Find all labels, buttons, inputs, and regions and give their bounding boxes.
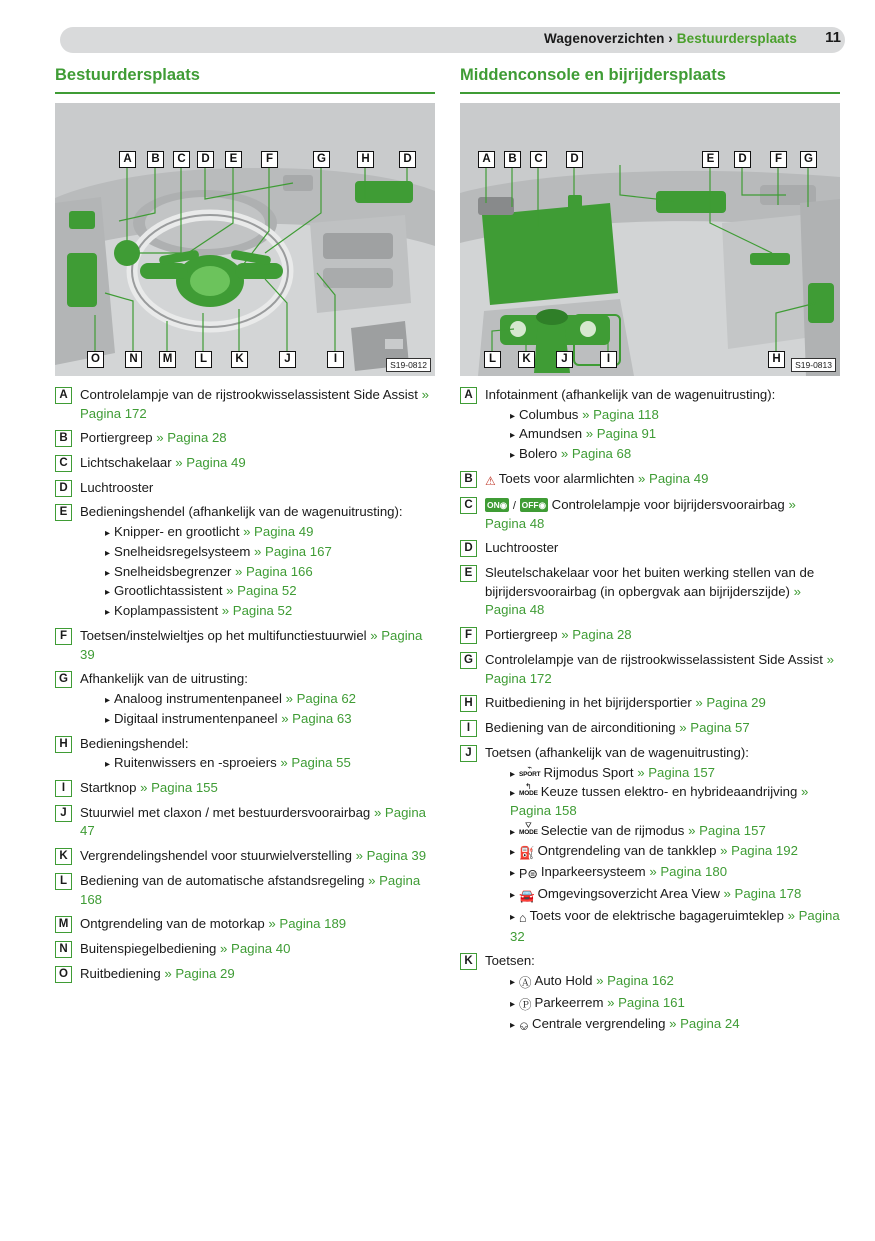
legend-key: J bbox=[460, 745, 477, 762]
center-console-illustration bbox=[460, 103, 840, 376]
legend-key: B bbox=[55, 430, 72, 447]
page-reference[interactable]: » Pagina 178 bbox=[723, 886, 802, 902]
bullet-icon: ▸ bbox=[510, 410, 516, 422]
breadcrumb-section: Wagenoverzichten bbox=[544, 31, 665, 46]
page-reference[interactable]: » Pagina 167 bbox=[254, 543, 332, 559]
legend-key: E bbox=[460, 565, 477, 582]
sub-item: ▸ Ⓐ Auto Hold » Pagina 162 bbox=[510, 972, 840, 993]
legend-text: Stuurwiel met claxon / met bestuurdersvoorairbag » Pagina 47 bbox=[80, 804, 426, 839]
list-item bbox=[460, 386, 840, 464]
area-view-icon: 🚘 bbox=[519, 889, 535, 904]
list-item bbox=[460, 744, 840, 946]
drivers-seat-illustration bbox=[55, 103, 435, 376]
page-reference[interactable]: » Pagina 52 bbox=[226, 583, 297, 599]
legend-text: Ruitbediening » Pagina 29 bbox=[80, 965, 235, 981]
central-locking-icon: ⎉ bbox=[519, 1019, 530, 1034]
sub-item: ▸ ⌂ Toets voor de elektrische bagageruimteklep » Pagina 32 bbox=[510, 907, 840, 944]
list-item bbox=[55, 386, 435, 423]
auto-hold-icon: Ⓐ bbox=[519, 975, 532, 990]
page-reference[interactable]: » Pagina 29 bbox=[164, 965, 235, 981]
right-section-title: Middenconsole en bijrijdersplaats bbox=[460, 66, 726, 84]
legend-text: Portiergreep » Pagina 28 bbox=[80, 430, 227, 446]
page-reference[interactable]: » Pagina 28 bbox=[156, 430, 227, 446]
figure-label-a: A bbox=[478, 151, 495, 168]
legend-key: G bbox=[55, 671, 72, 688]
list-item bbox=[55, 965, 435, 984]
legend-key: C bbox=[55, 455, 72, 472]
bullet-icon: ▸ bbox=[105, 714, 111, 726]
legend-key: L bbox=[55, 873, 72, 890]
list-item bbox=[460, 952, 840, 1036]
figure-label-h: H bbox=[357, 151, 374, 168]
figure-label-n: N bbox=[125, 351, 142, 368]
page-reference[interactable]: » Pagina 172 bbox=[485, 651, 834, 686]
legend-text: Toetsen (afhankelijk van de wagenuitrusting): ▸⌁ SPORT Rijmodus Sport » Pagina 157 ▸↰ MODE Keuze tussen elektro- en hybrideaandrijving » Pagina 158 ▸⛛ MODE Selectie van de rijmodus » Pagina 157 ▸ ⛽ Ontgrendeling van de tankklep » Pagina 192 ▸ P⊜ Inparkeersysteem » Pagina 180 ▸ 🚘 Omgevingsoverzicht Area View » Pagina 178 ▸ ⌂ Toets voor de elektrische bagageruimteklep » Pagina 32 bbox=[485, 744, 840, 946]
page-reference[interactable]: » Pagina 29 bbox=[695, 695, 766, 711]
figure-label-d2: D bbox=[734, 151, 751, 168]
left-column bbox=[55, 66, 435, 990]
sub-item: ▸ 🚘 Omgevingsoverzicht Area View » Pagina 178 bbox=[510, 885, 840, 906]
legend-text: Controlelampje van de rijstrookwisselassistent Side Assist » Pagina 172 bbox=[80, 386, 429, 421]
list-item bbox=[55, 479, 435, 498]
legend-text: Bediening van de airconditioning » Pagina 57 bbox=[485, 720, 750, 736]
legend-text: Toetsen/instelwieltjes op het multifunctiestuurwiel » Pagina 39 bbox=[80, 627, 423, 662]
page-reference[interactable]: » Pagina 48 bbox=[485, 583, 801, 618]
legend-text: Buitenspiegelbediening » Pagina 40 bbox=[80, 941, 291, 957]
list-item bbox=[460, 470, 840, 490]
page-reference[interactable]: » Pagina 32 bbox=[510, 907, 840, 944]
figure-label-l: L bbox=[484, 351, 501, 368]
right-legend-list bbox=[460, 386, 840, 1036]
bullet-icon: ▸ bbox=[510, 788, 516, 800]
sub-item: ▸ ⛽ Ontgrendeling van de tankklep » Pagina 192 bbox=[510, 842, 840, 863]
page-reference[interactable]: » Pagina 47 bbox=[80, 804, 426, 839]
bullet-icon: ▸ bbox=[510, 890, 516, 902]
figure-label-e: E bbox=[702, 151, 719, 168]
legend-text: Ontgrendeling van de motorkap » Pagina 189 bbox=[80, 916, 347, 932]
breadcrumb bbox=[544, 31, 797, 46]
figure-label-c: C bbox=[530, 151, 547, 168]
page-reference[interactable]: » Pagina 91 bbox=[585, 426, 657, 442]
sub-item: ▸↰ MODE Keuze tussen elektro- en hybrideaandrijving » Pagina 158 bbox=[510, 782, 809, 819]
sub-item: ▸ Snelheidsregelsysteem » Pagina 167 bbox=[105, 543, 332, 559]
legend-text: Portiergreep » Pagina 28 bbox=[485, 627, 632, 643]
bullet-icon: ▸ bbox=[105, 587, 111, 599]
legend-text: Afhankelijk van de uitrusting: ▸ Analoog instrumentenpaneel » Pagina 62 ▸ Digitaal instrumentenpaneel » Pagina 63 bbox=[80, 670, 435, 728]
park-assist-icon: P⊜ bbox=[519, 867, 538, 882]
figure-label-g: G bbox=[800, 151, 817, 168]
list-item bbox=[55, 847, 435, 866]
page-reference[interactable]: » Pagina 39 bbox=[355, 848, 427, 864]
legend-key: A bbox=[55, 387, 72, 404]
page-reference[interactable]: » Pagina 180 bbox=[649, 864, 728, 880]
page-reference[interactable]: » Pagina 55 bbox=[280, 755, 351, 771]
page-reference[interactable]: » Pagina 161 bbox=[607, 994, 685, 1010]
legend-text: Bedieningshendel: ▸ Ruitenwissers en -sproeiers » Pagina 55 bbox=[80, 735, 435, 773]
bullet-icon: ▸ bbox=[510, 911, 516, 923]
legend-text: Toetsen: ▸ Ⓐ Auto Hold » Pagina 162 ▸ Ⓟ Parkeerrem » Pagina 161 ▸ ⎉ Centrale vergrendeling » Pagina 24 bbox=[485, 952, 840, 1036]
figure-label-e: E bbox=[225, 151, 242, 168]
page-reference[interactable]: » Pagina 52 bbox=[221, 603, 293, 619]
left-legend-list bbox=[55, 386, 435, 984]
page-reference[interactable]: » Pagina 49 bbox=[638, 470, 709, 486]
figure-label-b: B bbox=[504, 151, 521, 168]
left-title-rule bbox=[55, 92, 435, 94]
warning-triangle-icon: ⚠ bbox=[485, 473, 496, 488]
bullet-icon: ▸ bbox=[510, 768, 516, 780]
figure-label-h: H bbox=[768, 351, 785, 368]
page-reference[interactable]: » Pagina 57 bbox=[679, 720, 750, 736]
legend-text: Ruitbediening in het bijrijdersportier » Pagina 29 bbox=[485, 695, 766, 711]
airbag-off-icon: OFF◉ bbox=[520, 498, 548, 512]
list-item bbox=[55, 670, 435, 728]
legend-text: Infotainment (afhankelijk van de wagenuitrusting): ▸ Columbus » Pagina 118 ▸ Amundsen » Pagina 91 ▸ Bolero » Pagina 68 bbox=[485, 386, 840, 464]
legend-text: Startknop » Pagina 155 bbox=[80, 780, 218, 796]
figure-label-k: K bbox=[231, 351, 248, 368]
figure-label-a: A bbox=[119, 151, 136, 168]
parking-brake-icon: Ⓟ bbox=[519, 997, 532, 1012]
page-reference[interactable]: » Pagina 189 bbox=[268, 916, 347, 932]
bullet-icon: ▸ bbox=[510, 976, 516, 988]
list-item bbox=[55, 872, 435, 909]
legend-key: I bbox=[460, 720, 477, 737]
bullet-icon: ▸ bbox=[510, 1020, 516, 1032]
bullet-icon: ▸ bbox=[510, 826, 516, 838]
legend-key: J bbox=[55, 805, 72, 822]
sub-item: ▸⌁ SPORT Rijmodus Sport » Pagina 157 bbox=[510, 762, 715, 780]
right-title-rule bbox=[460, 92, 840, 94]
list-item bbox=[460, 539, 840, 558]
legend-text: Luchtrooster bbox=[485, 540, 559, 556]
figure-label-d1: D bbox=[566, 151, 583, 168]
sub-item: ▸⛛ MODE Selectie van de rijmodus » Pagina 157 bbox=[510, 820, 766, 838]
legend-key: H bbox=[460, 695, 477, 712]
legend-text: ⚠ Toets voor alarmlichten » Pagina 49 bbox=[485, 470, 840, 490]
bullet-icon: ▸ bbox=[105, 607, 111, 619]
sub-item: ▸ Bolero » Pagina 68 bbox=[510, 446, 632, 461]
right-column bbox=[460, 66, 840, 1042]
sub-item: ▸ Digitaal instrumentenpaneel » Pagina 63 bbox=[105, 710, 352, 726]
list-item bbox=[55, 779, 435, 798]
legend-text: Bedieningshendel (afhankelijk van de wagenuitrusting): ▸ Knipper- en grootlicht » Pagina 49 ▸ Snelheidsregelsysteem » Pagina 167 ▸ Snelheidsbegrenzer » Pagina 166 ▸ Grootlichtassistent » Pagina 52 ▸ Koplampassistent » Pagina 52 bbox=[80, 503, 435, 620]
page-reference[interactable]: » Pagina 168 bbox=[80, 872, 421, 907]
list-item bbox=[460, 564, 840, 620]
breadcrumb-separator: › bbox=[668, 31, 673, 46]
figure-label-d1: D bbox=[197, 151, 214, 168]
figure-signature: S19-0813 bbox=[791, 358, 836, 372]
sub-item: ▸ Amundsen » Pagina 91 bbox=[510, 426, 657, 442]
figure-label-f: F bbox=[770, 151, 787, 168]
legend-text: Vergrendelingshendel voor stuurwielverstelling » Pagina 39 bbox=[80, 848, 427, 864]
sport-mode-icon: ⌁ SPORT bbox=[519, 762, 541, 778]
bullet-icon: ▸ bbox=[105, 567, 111, 579]
page-reference[interactable]: » Pagina 118 bbox=[582, 406, 659, 422]
bullet-icon: ▸ bbox=[105, 759, 111, 771]
legend-text: Controlelampje van de rijstrookwisselassistent Side Assist » Pagina 172 bbox=[485, 651, 834, 686]
list-item bbox=[460, 496, 840, 533]
legend-text: ON◉ / OFF◉ Controlelampje voor bijrijdersvoorairbag » Pagina 48 bbox=[485, 496, 796, 531]
list-item bbox=[55, 735, 435, 773]
sub-item: ▸ Columbus » Pagina 118 bbox=[510, 406, 659, 422]
bullet-icon: ▸ bbox=[105, 528, 111, 540]
page-reference[interactable]: » Pagina 49 bbox=[175, 455, 246, 470]
legend-key: K bbox=[55, 848, 72, 865]
legend-key: B bbox=[460, 471, 477, 488]
figure-label-j: J bbox=[556, 351, 573, 368]
legend-text: Lichtschakelaar » Pagina 49 bbox=[80, 455, 246, 470]
list-item bbox=[55, 627, 435, 664]
page-reference[interactable]: » Pagina 166 bbox=[235, 563, 313, 579]
legend-key: G bbox=[460, 652, 477, 669]
list-item bbox=[55, 804, 435, 841]
bullet-icon: ▸ bbox=[510, 998, 516, 1010]
mode-drive-icon: ⛛ MODE bbox=[519, 820, 538, 836]
page-reference[interactable]: » Pagina 157 bbox=[637, 764, 715, 780]
legend-key: I bbox=[55, 780, 72, 797]
list-item bbox=[55, 429, 435, 448]
list-item bbox=[55, 915, 435, 934]
page-reference[interactable]: » Pagina 48 bbox=[485, 496, 796, 531]
sub-item: ▸ Koplampassistent » Pagina 52 bbox=[105, 603, 293, 619]
page-reference[interactable]: » Pagina 62 bbox=[285, 691, 356, 707]
fuel-flap-icon: ⛽ bbox=[519, 845, 535, 860]
legend-key: F bbox=[55, 628, 72, 645]
figure-label-f: F bbox=[261, 151, 278, 168]
page-reference[interactable]: » Pagina 155 bbox=[140, 780, 218, 796]
list-item bbox=[460, 651, 840, 688]
legend-key: D bbox=[460, 540, 477, 557]
sub-item: ▸ Ruitenwissers en -sproeiers » Pagina 55 bbox=[105, 755, 351, 771]
legend-key: E bbox=[55, 504, 72, 521]
page-reference[interactable]: » Pagina 49 bbox=[243, 524, 314, 540]
page-reference[interactable]: » Pagina 39 bbox=[80, 627, 423, 662]
page-reference[interactable]: » Pagina 40 bbox=[220, 941, 291, 957]
page-number: 11 bbox=[825, 29, 841, 46]
figure-label-l: L bbox=[195, 351, 212, 368]
legend-key: O bbox=[55, 966, 72, 983]
sub-item: ▸ Grootlichtassistent » Pagina 52 bbox=[105, 583, 297, 599]
legend-key: F bbox=[460, 627, 477, 644]
legend-key: N bbox=[55, 941, 72, 958]
figure-label-b: B bbox=[147, 151, 164, 168]
list-item bbox=[460, 719, 840, 738]
figure-signature: S19-0812 bbox=[386, 358, 431, 372]
figure-label-g: G bbox=[313, 151, 330, 168]
list-item bbox=[55, 940, 435, 959]
list-item bbox=[55, 503, 435, 620]
legend-key: H bbox=[55, 736, 72, 753]
legend-key: M bbox=[55, 916, 72, 933]
bullet-icon: ▸ bbox=[510, 846, 516, 858]
bullet-icon: ▸ bbox=[510, 450, 516, 461]
legend-text: Bediening van de automatische afstandsregeling » Pagina 168 bbox=[80, 872, 421, 907]
page-reference[interactable]: » Pagina 172 bbox=[80, 386, 429, 421]
figure-label-m: M bbox=[159, 351, 176, 368]
page-reference[interactable]: » Pagina 162 bbox=[596, 972, 674, 988]
bullet-icon: ▸ bbox=[105, 547, 111, 559]
airbag-on-icon: ON◉ bbox=[485, 498, 509, 512]
sub-item: ▸ Analoog instrumentenpaneel » Pagina 62 bbox=[105, 691, 356, 707]
list-item bbox=[460, 694, 840, 713]
legend-key: A bbox=[460, 387, 477, 404]
breadcrumb-subsection: Bestuurdersplaats bbox=[676, 31, 797, 46]
sub-item: ▸ P⊜ Inparkeersysteem » Pagina 180 bbox=[510, 863, 840, 884]
sub-item: ▸ Knipper- en grootlicht » Pagina 49 bbox=[105, 524, 314, 540]
power-tailgate-icon: ⌂ bbox=[519, 910, 527, 925]
page-reference[interactable]: » Pagina 192 bbox=[720, 842, 798, 858]
bullet-icon: ▸ bbox=[105, 695, 111, 707]
sub-item: ▸ ⎉ Centrale vergrendeling » Pagina 24 bbox=[510, 1015, 840, 1036]
legend-text: Luchtrooster bbox=[80, 479, 154, 495]
bullet-icon: ▸ bbox=[510, 868, 516, 880]
figure-label-c: C bbox=[173, 151, 190, 168]
figure-label-k: K bbox=[518, 351, 535, 368]
page-reference[interactable]: » Pagina 158 bbox=[510, 784, 809, 819]
legend-key: K bbox=[460, 953, 477, 970]
figure-label-i: I bbox=[327, 351, 344, 368]
figure-label-j: J bbox=[279, 351, 296, 368]
figure-label-d2: D bbox=[399, 151, 416, 168]
mode-hybrid-icon: ↰ MODE bbox=[519, 782, 538, 798]
list-item bbox=[460, 626, 840, 645]
figure-label-o: O bbox=[87, 351, 104, 368]
page-reference[interactable]: » Pagina 63 bbox=[281, 710, 352, 726]
list-item bbox=[55, 454, 435, 473]
page-reference[interactable]: » Pagina 157 bbox=[688, 822, 766, 838]
legend-text: Sleutelschakelaar voor het buiten werking stellen van de bijrijdersvoorairbag (in opbergvak aan bijrijderszijde) » Pagina 48 bbox=[485, 564, 815, 618]
legend-key: D bbox=[55, 480, 72, 497]
bullet-icon: ▸ bbox=[510, 430, 516, 442]
page-reference[interactable]: » Pagina 24 bbox=[669, 1016, 740, 1032]
page-reference[interactable]: » Pagina 28 bbox=[561, 627, 632, 643]
figure-label-i: I bbox=[600, 351, 617, 368]
sub-item: ▸ Ⓟ Parkeerrem » Pagina 161 bbox=[510, 994, 840, 1015]
sub-item: ▸ Snelheidsbegrenzer » Pagina 166 bbox=[105, 563, 313, 579]
left-section-title: Bestuurdersplaats bbox=[55, 66, 200, 84]
legend-key: C bbox=[460, 497, 477, 514]
page-reference[interactable]: » Pagina 68 bbox=[560, 446, 632, 461]
